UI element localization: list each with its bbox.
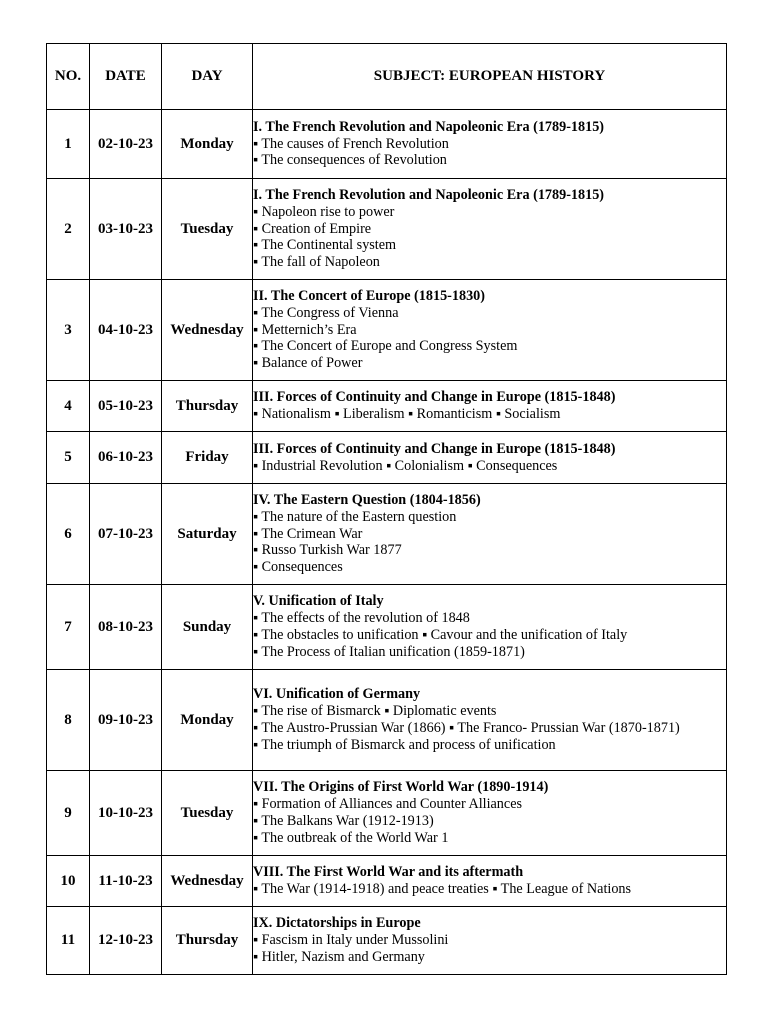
table-row — [47, 484, 727, 585]
row-day: Wednesday — [162, 856, 253, 907]
row-subject-line: ▪ The War (1914-1918) and peace treaties ▪ The League of Nations — [253, 881, 632, 897]
row-day: Tuesday — [162, 179, 253, 280]
row-subject-line: ▪ Nationalism ▪ Liberalism ▪ Romanticism ▪ Socialism — [253, 406, 561, 422]
row-subject-line: ▪ The nature of the Eastern question — [253, 508, 457, 525]
row-subject — [253, 856, 727, 907]
row-subject-line: ▪ The Balkans War (1912-1913) — [253, 813, 434, 829]
row-topic: V. Unification of Italy — [253, 593, 384, 610]
row-subject — [253, 484, 727, 585]
row-topic: I. The French Revolution and Napoleonic Era (1789-1815) — [253, 118, 605, 135]
row-subject — [253, 907, 727, 975]
row-subject-line: ▪ Industrial Revolution ▪ Colonialism ▪ Consequences — [253, 457, 558, 474]
row-date: 07-10-23 — [90, 484, 162, 585]
row-subject — [253, 110, 727, 179]
row-subject-line: ▪ The triumph of Bismarck and process of unification — [253, 736, 556, 753]
row-date: 05-10-23 — [90, 381, 162, 432]
row-subject-line: ▪ The Congress of Vienna — [253, 304, 399, 321]
row-date: 08-10-23 — [90, 585, 162, 670]
row-subject-line: ▪ The outbreak of the World War 1 — [253, 829, 449, 846]
table-row — [47, 381, 727, 432]
row-subject-line: ▪ Consequences — [253, 559, 343, 576]
row-date: 10-10-23 — [90, 771, 162, 856]
row-subject-line: ▪ Metternich’s Era — [253, 321, 357, 338]
row-day: Thursday — [162, 907, 253, 975]
row-day: Friday — [162, 432, 253, 484]
table-row — [47, 670, 727, 771]
row-day: Monday — [162, 110, 253, 179]
row-topic: VIII. The First World War and its aftermath — [253, 864, 524, 881]
row-subject-line: ▪ The Process of Italian unification (1859-1871) — [253, 643, 525, 660]
table-row — [47, 907, 727, 975]
table-row — [47, 110, 727, 179]
row-day: Monday — [162, 670, 253, 771]
row-number: 9 — [47, 771, 90, 856]
row-date: 09-10-23 — [90, 670, 162, 771]
row-number: 11 — [47, 907, 90, 975]
row-number: 4 — [47, 381, 90, 432]
row-subject-line: ▪ The effects of the revolution of 1848 — [253, 610, 470, 627]
row-subject-line: ▪ Balance of Power — [253, 355, 363, 372]
row-subject-line: ▪ The obstacles to unification ▪ Cavour and the unification of Italy — [253, 627, 628, 643]
row-date: 12-10-23 — [90, 907, 162, 975]
table-row — [47, 585, 727, 670]
table-row — [47, 432, 727, 484]
row-topic: VII. The Origins of First World War (1890-1914) — [253, 779, 549, 796]
row-topic: III. Forces of Continuity and Change in Europe (1815-1848) — [253, 440, 616, 457]
row-subject-line: ▪ Russo Turkish War 1877 — [253, 542, 402, 559]
row-date: 03-10-23 — [90, 179, 162, 280]
row-number: 3 — [47, 280, 90, 381]
row-subject — [253, 432, 727, 484]
row-number: 5 — [47, 432, 90, 484]
row-topic: II. The Concert of Europe (1815-1830) — [253, 287, 485, 304]
row-subject-line: ▪ The rise of Bismarck ▪ Diplomatic events — [253, 703, 497, 720]
row-subject-line: ▪ The causes of French Revolution — [253, 135, 449, 152]
row-topic: IV. The Eastern Question (1804-1856) — [253, 491, 481, 508]
row-day: Saturday — [162, 484, 253, 585]
header-day: DAY — [162, 44, 253, 110]
row-subject-line: ▪ The Concert of Europe and Congress System — [253, 338, 518, 355]
row-day: Wednesday — [162, 280, 253, 381]
table-row — [47, 856, 727, 907]
table-row — [47, 771, 727, 856]
row-topic: III. Forces of Continuity and Change in Europe (1815-1848) — [253, 389, 616, 406]
row-subject-line: ▪ Hitler, Nazism and Germany — [253, 948, 425, 965]
row-subject-line: ▪ Fascism in Italy under Mussolini — [253, 932, 449, 949]
row-number: 10 — [47, 856, 90, 907]
row-number: 8 — [47, 670, 90, 771]
row-subject — [253, 280, 727, 381]
row-subject-line: ▪ Napoleon rise to power — [253, 203, 395, 220]
row-date: 02-10-23 — [90, 110, 162, 179]
header-subject: SUBJECT: EUROPEAN HISTORY — [253, 44, 727, 110]
row-number: 6 — [47, 484, 90, 585]
schedule-table — [46, 43, 727, 975]
row-day: Tuesday — [162, 771, 253, 856]
row-subject-line: ▪ The Austro-Prussian War (1866) ▪ The Franco- Prussian War (1870-1871) — [253, 720, 680, 736]
row-subject — [253, 585, 727, 670]
header-no: NO. — [47, 44, 90, 110]
row-topic: IX. Dictatorships in Europe — [253, 915, 421, 932]
row-subject — [253, 670, 727, 771]
row-day: Thursday — [162, 381, 253, 432]
row-subject-line: ▪ Creation of Empire — [253, 220, 372, 237]
row-topic: VI. Unification of Germany — [253, 686, 421, 703]
row-date: 06-10-23 — [90, 432, 162, 484]
row-subject-line: ▪ The fall of Napoleon — [253, 254, 380, 271]
row-subject-line: ▪ The Crimean War — [253, 525, 363, 542]
row-subject — [253, 771, 727, 856]
table-row — [47, 179, 727, 280]
row-number: 7 — [47, 585, 90, 670]
row-subject — [253, 381, 727, 432]
row-subject-line: ▪ The Continental system — [253, 237, 397, 254]
row-day: Sunday — [162, 585, 253, 670]
header-date: DATE — [90, 44, 162, 110]
row-date: 11-10-23 — [90, 856, 162, 907]
row-topic: I. The French Revolution and Napoleonic Era (1789-1815) — [253, 186, 605, 203]
row-subject-line: ▪ The consequences of Revolution — [253, 152, 447, 169]
table-row — [47, 280, 727, 381]
row-number: 1 — [47, 110, 90, 179]
header-row — [47, 44, 727, 110]
row-subject — [253, 179, 727, 280]
row-subject-line: ▪ Formation of Alliances and Counter Alliances — [253, 796, 523, 813]
row-date: 04-10-23 — [90, 280, 162, 381]
row-number: 2 — [47, 179, 90, 280]
